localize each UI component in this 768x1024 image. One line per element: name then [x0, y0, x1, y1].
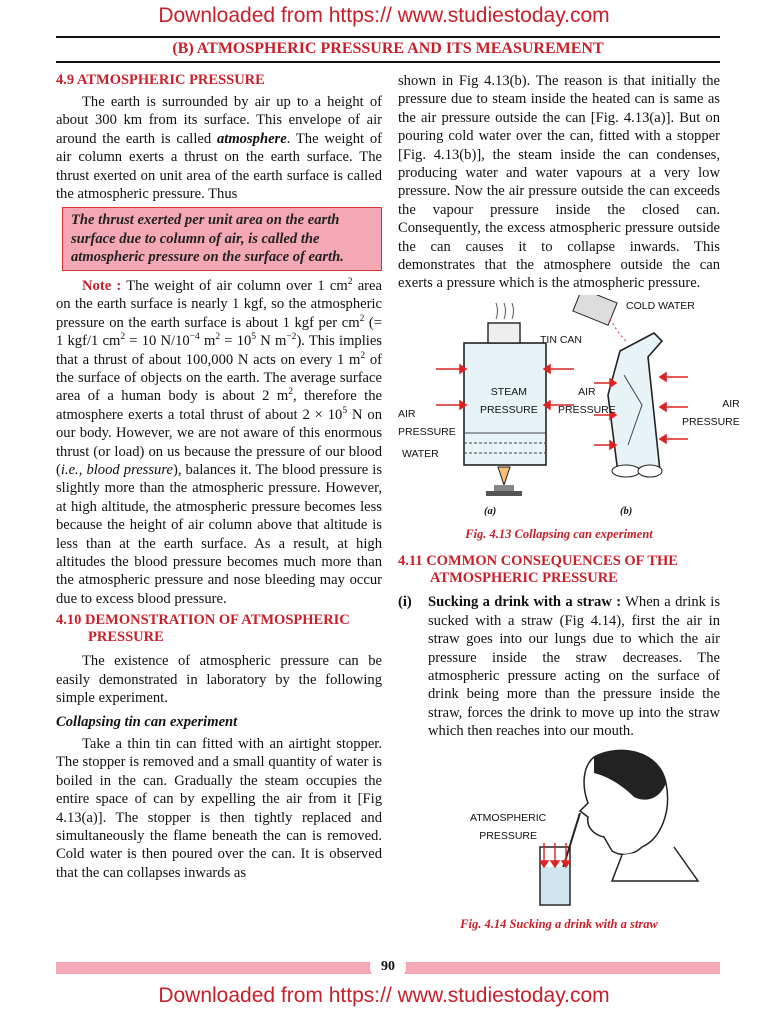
list-item-straw: (i) Sucking a drink with a straw : When a drink is sucked with a straw (Fig 4.14), first the air in straw goes into our lungs due to which the air pressure inside the straw decreases. The atmospheric pressure acting on the surface of drink being more than the pressure inside the straw, forces the drink to move up into the straw which then reaches into our mouth. — [398, 594, 720, 740]
paragraph-atmosphere: The earth is surrounded by air up to a height of about 300 km from its surface. This envelope of air around the earth is called atmosphere. The weight of air column exerts a thrust on the earth surface. The thrust exerted on unit area of the earth surface is called the atmospheric pressure. Thus — [56, 94, 382, 203]
download-banner-bottom[interactable]: Downloaded from https:// www.studiestoday.com — [158, 984, 610, 1007]
label-air-pressure-left: AIR PRESSURE — [398, 407, 456, 439]
right-column — [398, 72, 740, 933]
label-air-pressure-mid: AIR PRESSURE — [558, 385, 616, 417]
label-steam-pressure: STEAM PRESSURE — [480, 385, 538, 417]
definition-box: The thrust exerted per unit area on the earth surface due to column of air, is called the atmospheric pressure on the surface of earth. — [62, 207, 382, 271]
note-paragraph: Note : The weight of air column over 1 $cm^2$ area on the earth surface is nearly 1 kgf, so the atmospheric pressure on the earth surface is about 1 kgf per $cm^2$ (= 1 kgf/1 $cm^2 = 10$ $N/10^{-4}$ $m^2 = 10^5$ N $m^{-2}$). This implies that a thrust of about 100,000 N acts on every 1 $m^2$ of the surface of objects on the earth. The average surface area of a human body is about 2 $m^2$, therefore the atmosphere exerts a total thrust of about $2 \times 10^5$ N on our body. However, we are not aware of this enormous thrust (or load) on us because the pressure of our blood (i.e., blood pressure), balances it. The blood pressure is slightly more than the atmospheric pressure. However, at high altitude, the atmospheric pressure becomes less because the height of air column above that altitude is less than at the earth surface. As a result, at high altitudes the blood pressure becomes much more than the atmospheric pressure and nose bleeding may occur due to excess blood pressure. — [56, 277, 382, 607]
page-number: 90 — [370, 956, 406, 978]
label-water: WATER — [402, 447, 439, 460]
label-cold-water: COLD WATER — [626, 299, 695, 312]
heading-4-11: 4.11 COMMON CONSEQUENCES OF THE ATMOSPHERIC PRESSURE — [398, 553, 678, 587]
section-rule — [56, 61, 720, 63]
paragraph-tin-can-cont: shown in Fig 4.13(b). The reason is that initially the pressure due to steam inside the heated can is same as the air pressure outside the can [Fig. 4.13(a)]. But on pouring cold water over the can, fitted with a stopper [Fig. 4.13(b)], the steam inside the can condenses, producing water and water vapours at a very low pressure. Now the air pressure outside the can exceeds the vapour pressure inside the closed can. Consequently, the excess atmospheric pressure outside the can causes it to collapse inwards. This demonstrates that the atmosphere outside the can exerts a pressure which is the atmospheric pressure. — [398, 73, 720, 292]
subheading-tin-can: Collapsing tin can experiment — [56, 714, 238, 731]
download-banner-top[interactable]: Downloaded from https:// www.studiestoday.com — [158, 4, 610, 27]
label-air-pressure-right: AIR PRESSURE — [682, 397, 740, 429]
section-title: (B) ATMOSPHERIC PRESSURE AND ITS MEASUREMENT — [172, 40, 604, 57]
heading-4-10: 4.10 DEMONSTRATION OF ATMOSPHERIC PRESSURE — [56, 612, 350, 646]
label-b: (b) — [620, 505, 633, 517]
heading-4-9: 4.9 ATMOSPHERIC PRESSURE — [56, 72, 265, 88]
paragraph-demonstration: The existence of atmospheric pressure can be easily demonstrated in laboratory by the following simple experiment. — [56, 653, 382, 707]
figure-4-13 — [398, 295, 740, 525]
label-atmospheric-pressure: ATMOSPHERIC PRESSURE — [470, 811, 547, 842]
figure-4-13-caption: Fig. 4.13 Collapsing can experiment — [465, 526, 653, 541]
label-a: (a) — [484, 505, 497, 517]
left-column — [56, 72, 382, 882]
label-tin-can: TIN CAN — [540, 333, 582, 346]
figure-4-14 — [398, 747, 720, 915]
figure-4-14-caption: Fig. 4.14 Sucking a drink with a straw — [460, 916, 658, 931]
straw-drinking-diagram — [398, 747, 720, 915]
top-rule — [56, 36, 720, 38]
paragraph-tin-can: Take a thin tin can fitted with an airtight stopper. The stopper is removed and a small quantity of water is boiled in the can. Gradually the steam occupies the entire space of can by expelling the air from it [Fig 4.13(a)]. The stopper is then tightly replaced and simultaneously the flame beneath the can is removed. Cold water is then poured over the can. It is observed that the can collapses inwards as — [56, 735, 382, 881]
